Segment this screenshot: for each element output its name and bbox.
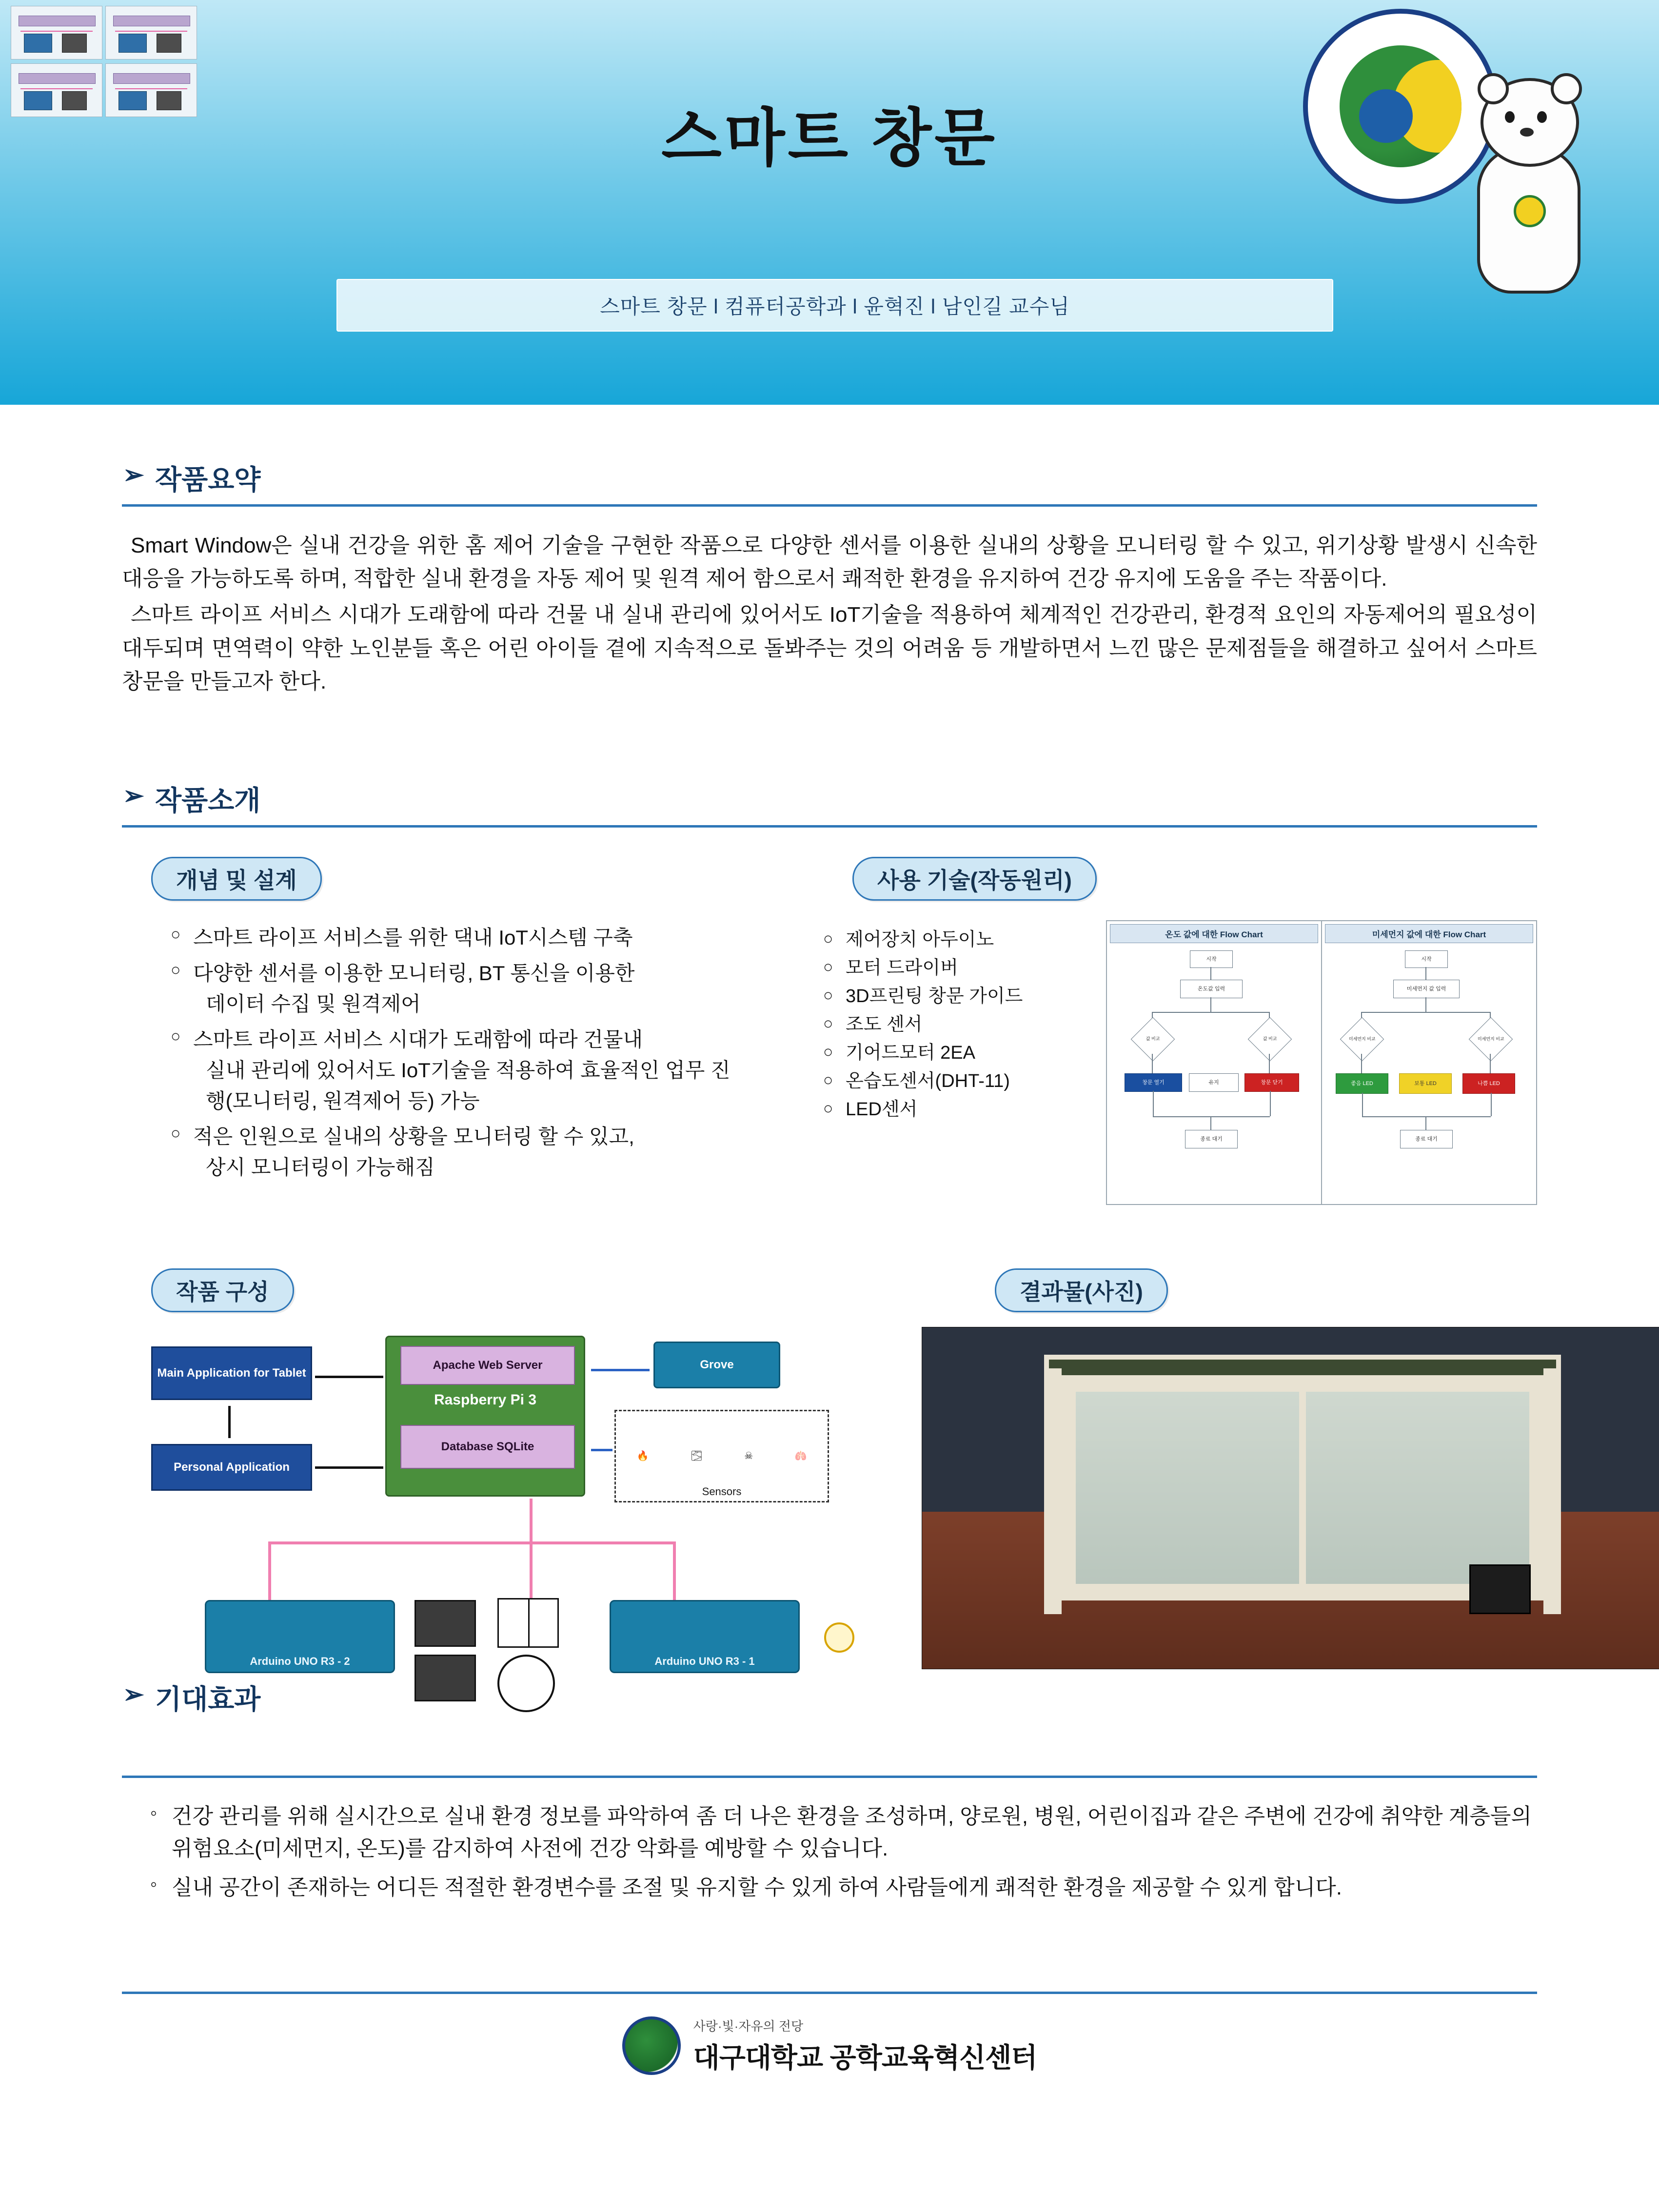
footer-organization: 대구대학교 공학교육혁신센터 [693,2042,1037,2073]
poster-body [0,405,1659,2075]
sensor-icon-gas: ☠ [744,1451,753,1462]
list-item-subtext: 데이터 수집 및 원격제어 [206,992,421,1015]
diagram-arrow [315,1466,383,1469]
subtitle-text: 스마트 창문 l 컴퓨터공학과 l 윤혁진 l 남인길 교수님 [600,295,1070,318]
list-item [171,1121,740,1183]
list-item-text: 적은 인원으로 실내의 상황을 모니터링 할 수 있고, [193,1125,634,1148]
footer-tagline: 사랑·빛·자유의 전당 [693,2018,804,2034]
list-item [823,1040,1086,1066]
intro-top-row [122,857,1537,1205]
section-heading-summary [0,458,1659,497]
diagram-board-label: Raspberry Pi 3 [434,1391,537,1408]
flow-decision: 미세먼지 비교 [1340,1017,1384,1062]
list-item-text: 조도 센서 [846,1014,923,1035]
list-item-text: 기어드모터 2EA [846,1042,975,1063]
concept-column [122,857,740,1205]
list-item [823,984,1086,1010]
diagram-led-icon [824,1622,854,1653]
technology-bullet-list [804,927,1086,1205]
flowchart-temperature [1107,921,1322,1204]
flow-decision: 값 비교 [1248,1017,1292,1062]
list-item-text: 다양한 센서를 이용한 모니터링, BT 통신을 이용한 [193,961,635,985]
list-item [823,1097,1086,1123]
list-item-subtext: 상시 모니터링이 가능해짐 [206,1155,435,1179]
list-item-subtext: 실내 관리에 있어서도 IoT기술을 적용하여 효율적인 업무 진행(모니터링, 원격제어 등) 가능 [206,1058,731,1112]
concept-bullet-list [151,922,740,1183]
sensor-icon-dust: 🌫 [690,1451,703,1462]
thumbnail-image [105,6,197,59]
flow-node: 온도값 입력 [1180,980,1243,998]
diagram-arrow [591,1449,612,1451]
diagram-arrow [268,1541,532,1544]
flow-node: 시작 [1190,950,1233,968]
diagram-arrow [591,1369,650,1371]
diagram-arrow [228,1406,231,1438]
poster-footer [0,2016,1659,2075]
result-column [922,1268,1659,1678]
list-item [823,1068,1086,1095]
footer-emblem-icon [622,2016,681,2075]
result-photo [922,1327,1659,1669]
diagram-tablet-app: Main Application for Tablet [151,1346,312,1400]
section-heading-expect-label: 기대효과 [155,1683,261,1715]
flow-node-normal: 보통 LED [1399,1073,1452,1094]
summary-paragraph: Smart Window은 실내 건강을 위한 홈 제어 기술을 구현한 작품으로 다양한 센서를 이용한 실내의 상황을 모니터링 할 수 있고, 위기상황 발생시 신속한 대응을 가능하도록 하며, 적합한 실내 환경을 자동 제어 및 원격 제어 함으로서 쾌적한 환경을 유지하여 건강 유지에 도움을 주는 작품이다. [122,533,1537,591]
flow-node-end: 종료 대기 [1185,1130,1238,1148]
list-item-text: 3D프린팅 창문 가이드 [846,986,1023,1007]
diagram-arduino-1: Arduino UNO R3 - 1 [610,1600,800,1673]
list-item [171,1024,740,1116]
flow-decision: 미세먼지 비교 [1469,1017,1513,1062]
label-technology: 사용 기술(작동원리) [852,857,1097,901]
bullet-arrow-icon: ➢ [123,461,144,489]
flowchart-title: 미세먼지 값에 대한 Flow Chart [1325,924,1533,943]
label-result-photo: 결과물(사진) [995,1268,1168,1312]
diagram-arrow [530,1499,533,1543]
diagram-sensors-label: Sensors [702,1485,742,1498]
list-item [171,958,740,1019]
divider [122,1776,1537,1778]
expect-list [131,1800,1537,1904]
flow-node-good: 좋음 LED [1336,1073,1388,1094]
flow-node: 시작 [1405,950,1448,968]
flow-node-close: 창문 닫기 [1244,1073,1299,1092]
subtitle-banner [336,279,1333,332]
thumbnail-image [11,6,102,59]
list-item [823,955,1086,982]
list-item [171,922,740,953]
diagram-web-server: Apache Web Server [400,1346,575,1385]
diagram-motor-icon [415,1600,476,1647]
diagram-arrow [315,1376,383,1378]
diagram-window-icon [497,1598,559,1648]
diagram-grove-board: Grove [653,1342,780,1388]
list-item [823,1012,1086,1038]
sensor-icon-flame: 🔥 [636,1451,649,1462]
flow-decision: 값 비교 [1131,1017,1175,1062]
label-concept-design: 개념 및 설계 [151,857,322,901]
poster-header [0,0,1659,405]
diagram-arrow [530,1541,533,1600]
diagram-arrow [268,1541,271,1600]
flowchart-dust [1322,921,1536,1204]
architecture-diagram [122,1327,883,1678]
list-item-text: 실내 공간이 존재하는 어디든 적절한 환경변수를 조절 및 유지할 수 있게 하여 사람들에게 쾌적한 환경을 제공할 수 있게 합니다. [172,1875,1342,1899]
section-heading-intro-label: 작품소개 [155,785,261,816]
diagram-arduino-2: Arduino UNO R3 - 2 [205,1600,395,1673]
flow-node-end: 종료 대기 [1400,1130,1453,1148]
list-item-text: LED센서 [846,1099,918,1120]
section-heading-expect [0,1678,1659,1717]
flow-node-open: 창문 열기 [1125,1073,1182,1092]
bullet-arrow-icon: ➢ [123,781,144,810]
bullet-arrow-icon: ➢ [123,1680,144,1709]
list-item-text: 모터 드라이버 [846,957,958,978]
flowchart-figure [1106,920,1537,1205]
list-item [150,1872,1537,1904]
section-heading-intro [0,779,1659,818]
label-composition: 작품 구성 [151,1268,294,1312]
divider [122,1992,1537,1994]
list-item-text: 건강 관리를 위해 실시간으로 실내 환경 정보를 파악하여 좀 더 나은 환경을 조성하며, 양로원, 병원, 어린이집과 같은 주변에 건강에 취약한 계층들의 위험요소(미세먼지, 온도)를 감지하여 사전에 건강 악화를 예방할 수 있습니다. [172,1804,1532,1860]
diagram-arrow [530,1541,676,1544]
list-item-text: 온습도센서(DHT-11) [846,1070,1010,1091]
flowchart-title: 온도 값에 대한 Flow Chart [1110,924,1318,943]
technology-column [779,857,1537,1205]
diagram-arrow [673,1541,676,1600]
diagram-database: Database SQLite [400,1425,575,1469]
diagram-raspberry-pi [385,1336,585,1497]
summary-text-block [122,529,1537,698]
intro-bottom-row [122,1268,1537,1678]
page-title: 스마트 창문 [661,103,998,173]
list-item [823,927,1086,953]
list-item [150,1800,1537,1865]
composition-column [122,1268,883,1678]
flow-node-bad: 나쁨 LED [1462,1073,1515,1094]
section-heading-summary-label: 작품요약 [155,464,261,495]
list-item-text: 스마트 라이프 서비스를 위한 댁내 IoT시스템 구축 [193,926,633,949]
diagram-sensors-group [614,1410,829,1502]
list-item-text: 제어장치 아두이노 [846,929,994,950]
list-item-text: 스마트 라이프 서비스 시대가 도래함에 따라 건물내 [193,1027,643,1051]
diagram-personal-app: Personal Application [151,1444,312,1491]
sensor-icon-lung: 🫁 [794,1451,807,1462]
summary-paragraph: 스마트 라이프 서비스 시대가 도래함에 따라 건물 내 실내 관리에 있어서도 IoT기술을 적용하여 체계적인 건강관리, 환경적 요인의 자동제어의 필요성이 대두되며 면역력이 약한 노인분들 혹은 어린 아이들 곁에 지속적으로 돌봐주는 것의 어려움 등 개발하면서 느낀 많은 문제점들을 해결하고 싶어서 스마트 창문을 만들고자 한다. [122,603,1537,693]
flow-node: 미세먼지 값 입력 [1393,980,1460,998]
tiger-mascot-icon [1455,73,1601,302]
divider [122,504,1537,507]
flow-node-hold: 유지 [1189,1073,1239,1092]
